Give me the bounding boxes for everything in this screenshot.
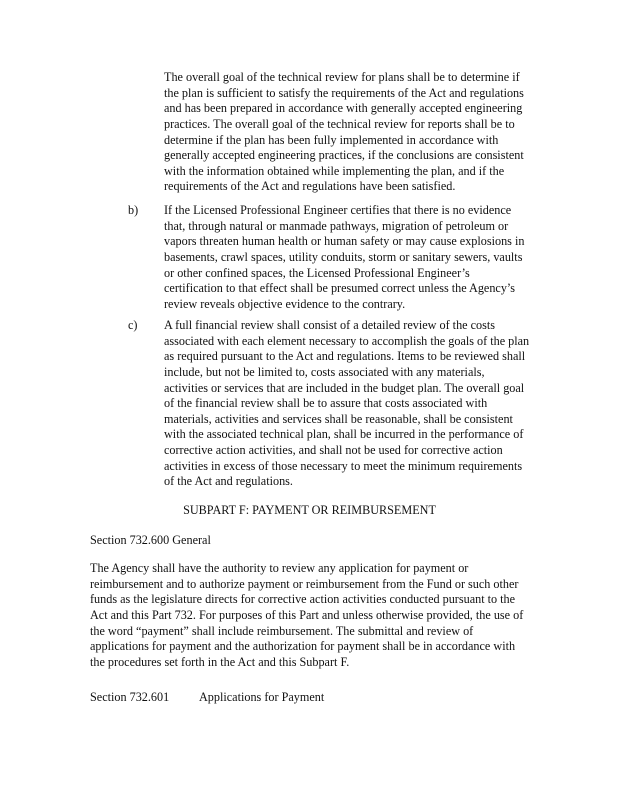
subpart-heading: SUBPART F: PAYMENT OR REIMBURSEMENT bbox=[183, 503, 436, 517]
text-line: applications for payment and the authorization for payment shall be in accordance with bbox=[90, 639, 516, 654]
text-line: practices. The overall goal of the technical review for reports shall be to bbox=[164, 116, 515, 131]
text-line: Act and this Part 732. For purposes of this Part and unless otherwise provided, the use of bbox=[90, 607, 524, 622]
item-b-marker: b) bbox=[128, 203, 139, 217]
item-c-marker: c) bbox=[128, 318, 138, 332]
text-line: or other confined spaces, the Licensed Professional Engineer’s bbox=[164, 265, 470, 280]
text-line: as required pursuant to the Act and regulations. Items to be reviewed shall bbox=[164, 349, 526, 364]
text-line: with the associated technical plan, shall be incurred in the performance of bbox=[164, 427, 524, 442]
text-line: the procedures set forth in the Act and this Subpart F. bbox=[90, 654, 350, 669]
text-line: corrective action activities, and shall not be used for corrective action bbox=[164, 443, 503, 458]
item-c-paragraph bbox=[164, 318, 529, 490]
text-line: activities in excess of those necessary to meet the minimum requirements bbox=[164, 458, 523, 473]
text-line: reimbursement and to authorize payment or reimbursement from the Fund or such other bbox=[90, 576, 519, 591]
text-line: of the Act and regulations. bbox=[164, 474, 293, 489]
text-line: The overall goal of the technical review for plans shall be to determine if bbox=[164, 70, 520, 84]
text-line: that, through natural or manmade pathways, migration of petroleum or bbox=[164, 218, 509, 233]
section-601-number: Section 732.601 bbox=[90, 690, 170, 704]
text-line: A full financial review shall consist of a detailed review of the costs bbox=[164, 318, 495, 332]
text-line: and has been prepared in accordance with generally accepted engineering bbox=[164, 101, 523, 116]
text-line: The Agency shall have the authority to review any application for payment or bbox=[90, 561, 469, 575]
item-b-paragraph bbox=[164, 203, 524, 312]
text-line: review reveals objective evidence to the contrary. bbox=[164, 296, 406, 311]
section-600-paragraph bbox=[90, 561, 523, 670]
text-line: determine if the plan has been fully implemented in accordance with bbox=[164, 132, 499, 147]
text-line: with the information obtained while implementing the plan, and if the bbox=[164, 163, 505, 178]
text-line: of the financial review shall be to assure that costs associated with bbox=[164, 396, 488, 411]
text-line: generally accepted engineering practices, if the conclusions are consistent bbox=[164, 148, 524, 163]
section-600-title: Section 732.600 General bbox=[90, 533, 211, 547]
text-line: basements, crawl spaces, utility conduits, storm or sanitary sewers, vaults bbox=[164, 249, 523, 264]
text-line: certification to that effect shall be presumed correct unless the Agency’s bbox=[164, 281, 516, 296]
continuation-paragraph bbox=[164, 70, 524, 195]
text-line: associated with each element necessary to accomplish the goals of the plan bbox=[164, 333, 530, 348]
text-line: If the Licensed Professional Engineer certifies that there is no evidence bbox=[164, 203, 512, 217]
text-line: requirements of the Act and regulations have been satisfied. bbox=[164, 179, 456, 194]
text-line: the word “payment” shall include reimbursement. The submittal and review of bbox=[90, 623, 474, 638]
text-line: funds as the legislature directs for corrective action activities conducted pursuant to the bbox=[90, 592, 516, 607]
text-line: vapors threaten human health or human safety or may cause explosions in bbox=[164, 234, 525, 249]
text-line: activities or services that are included in the budget plan. The overall goal bbox=[164, 380, 525, 395]
text-line: the plan is sufficient to satisfy the requirements of the Act and regulations bbox=[164, 85, 524, 100]
text-line: include, but not be limited to, costs associated with any materials, bbox=[164, 364, 485, 379]
section-601-title: Applications for Payment bbox=[199, 690, 325, 704]
text-line: materials, activities and services shall be reasonable, shall be consistent bbox=[164, 411, 513, 426]
